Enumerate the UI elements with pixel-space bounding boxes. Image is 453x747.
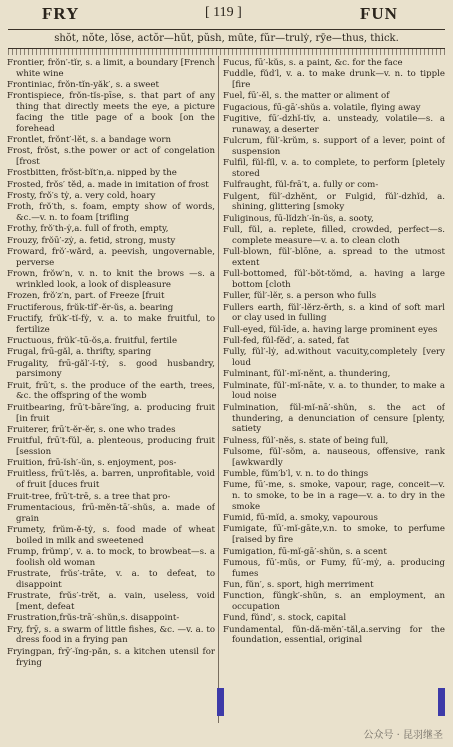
dictionary-entry: Fulfraught, fŭl-frā′t, a. fully or com- (223, 180, 379, 191)
highlight-marker-left (217, 688, 224, 716)
dictionary-entry: Fuel, fū′-ĕl, s. the matter or aliment of (223, 91, 390, 102)
dictionary-entry: Fugacious, fū-gā′-shŭs a. volatile, flying away (223, 102, 421, 113)
right-column (223, 58, 445, 725)
dictionary-entry: Fullers earth, fŭl′-lĕrz-ĕrth, s. a kind of soft marl or clay used in fulling (223, 302, 445, 324)
dictionary-entry: Frontispiece, frŏn-tĭs-pīse, s. that part of any thing that directly meets the eye, a picture facing the title page of a book [on the forehead (7, 91, 215, 134)
dictionary-entry: Frustrate, frŭs′-trĕt, a. vain, useless, void [ment, defeat (7, 591, 215, 613)
dictionary-entry: Froward, frŏ′-wărd, a. peevish, ungovernable, perverse (7, 247, 215, 268)
dictionary-entry: Fume, fū′-me, s. smoke, vapour, rage, conceit—v. n. to smoke, to be in a rage—v. a. to dry in the smoke (223, 480, 445, 512)
header-page-number: [ 119 ] (205, 5, 242, 20)
page-header (0, 0, 453, 30)
dictionary-entry: Fructiferous, frŭk-tĭf′-ĕr-ŭs, a. bearing (7, 302, 174, 313)
dictionary-entry: Frumety, frŭm-ĕ-tẏ, s. food made of wheat boiled in milk and sweetened (7, 524, 215, 546)
dictionary-entry: Fulgent, fŭl′-dzhĕnt, or Fulgid, fŭl′-dzhĭd, a. shining, glittering [smoky (223, 191, 445, 213)
dictionary-entry: Frontiniac, frŏn-tĭn-yăk′, s. a sweet (7, 80, 159, 91)
dictionary-entry: Fruiterer, frū′t-ĕr-ĕr, s. one who trades (7, 424, 176, 435)
dictionary-entry: Frump, frŭmp′, v. a. to mock, to browbeat—s. a foolish old woman (7, 547, 215, 568)
dictionary-entry: Froth, frŏ′th, s. foam, empty show of words, &c.—v. n. to foam [trifling (7, 202, 215, 224)
dictionary-entry: Fruitbearing, frū′t-bāre′ĭng, a. producing fruit [in fruit (7, 402, 215, 424)
dictionary-entry: Fumid, fū-mĭd, a. smoky, vapourous (223, 513, 378, 524)
dictionary-entry: Fulfil, fŭl-fĭl, v. a. to complete, to perform [pletely stored (223, 158, 445, 179)
dictionary-entry: Full-blown, fŭl′-blōne, a. spread to the utmost extent (223, 247, 445, 268)
highlight-marker-right (438, 688, 445, 716)
dictionary-entry: Fulness, fŭl′-nĕs, s. state of being full, (223, 435, 389, 446)
dictionary-entry: Fruition, frū-ĭsh′-ŭn, s. enjoyment, pos- (7, 458, 177, 469)
dictionary-entry: Fulminant, fŭl′-mĭ-nĕnt, a. thundering, (223, 369, 391, 380)
dictionary-entry: Full, fŭl, a. replete, filled, crowded, perfect—s. complete measure—v. a. to clean cloth (223, 224, 445, 246)
dictionary-entry: Fruit-tree, frū′t-trē, s. a tree that pro- (7, 491, 171, 502)
dictionary-entry: Fugitive, fū′-dzhĭ-tĭv, a. unsteady, volatile—s. a runaway, a deserter (223, 113, 445, 135)
dictionary-entry: Frost, frŏst, s.the power or act of congelation [frost (7, 146, 215, 168)
dictionary-entry: Frontlet, frŏnt′-lĕt, s. a bandage worn (7, 135, 172, 146)
dictionary-entry: Fumigation, fū-mĭ-gā′-shŭn, s. a scent (223, 546, 387, 557)
header-right-word: FUN (360, 4, 398, 23)
dictionary-entry: Fully, fŭl′-lẏ, ad.without vacuity,completely [very loud (223, 347, 445, 369)
decorative-rule (8, 49, 445, 55)
dictionary-entry: Fruit, frū′t, s. the produce of the earth, trees, &c. the offspring of the womb (7, 380, 215, 402)
dictionary-entry: Fundamental, fŭn-dă-mĕn′-tăl,a.serving for the foundation, essential, original (223, 624, 445, 646)
dictionary-entry: Frustration,frŭs-trā′-shŭn,s. disappoint- (7, 613, 180, 624)
dictionary-entry: Fumous, fū′-mŭs, or Fumy, fū′-mẏ, a. producing fumes (223, 557, 445, 579)
left-column (7, 58, 215, 725)
dictionary-entry: Fulcrum, fŭl′-krŭm, s. support of a lever, point of suspension (223, 136, 445, 157)
dictionary-entry: Fund, fŭnd′, s. stock, capital (223, 613, 347, 624)
dictionary-entry: Fucus, fū′-kŭs, s. a paint, &c. for the face (223, 58, 403, 68)
watermark: 公众号 · 昆羽继圣 (363, 730, 443, 741)
dictionary-entry: Fulminate, fŭl′-mĭ-nāte, v. a. to thunder, to make a loud noise (223, 380, 445, 402)
dictionary-entry: Fuddle, fŭd′l, v. a. to make drunk—v. n. to tipple [fire (223, 69, 445, 91)
column-divider (218, 56, 219, 723)
dictionary-entry: Frothy, frŏ′th-ẏ,a. full of froth, empty, (7, 224, 169, 235)
dictionary-entry: Fructuous, frŭk′-tū-ŏs,a. fruitful, fertile (7, 335, 178, 346)
dictionary-entry: Fuliginous, fū-lĭdzh′-ĭn-ŭs, a. sooty, (223, 213, 374, 224)
dictionary-entry: Full-fed, fŭl-fĕd′, a. sated, fat (223, 335, 350, 346)
dictionary-entry: Fumble, fŭm′b′l, v. n. to do things (223, 468, 369, 479)
dictionary-entry: Fuller, fŭl′-lĕr, s. a person who fulls (223, 291, 377, 302)
dictionary-entry: Fulmination, fŭl-mĭ-nā′-shŭn, s. the act of thundering, a denunciation of censure [plenty, satiety (223, 402, 445, 435)
pronunciation-key: shŏt, nŏte, lŏse, actŏr—hŭt, pŭsh, mūte, fŭr—trulẏ, rȳe—thus, thick. (8, 29, 445, 49)
dictionary-entry: Frozen, frŏ′z′n, part. of Freeze [fruit (7, 291, 165, 302)
dictionary-entry: Fry, frȳ, s. a swarm of little fishes, &c. —v. a. to dress food in a frying pan (7, 624, 215, 646)
dictionary-entry: Frown, frŏw′n, v. n. to knit the brows —s. a wrinkled look, a look of displeasure (7, 269, 215, 290)
dictionary-entry: Frosty, frŏ′s tẏ, a. very cold, hoary (7, 191, 156, 202)
dictionary-entry: Full-eyed, fŭl-īde, a. having large prominent eyes (223, 324, 438, 335)
dictionary-entry: Function, fŭngk′-shŭn, s. an employment, an occupation (223, 591, 445, 613)
header-left-word: FRY (42, 4, 80, 23)
dictionary-entry: Frontier, frŏn′-tĭr, s. a limit, a boundary [French white wine (7, 58, 215, 79)
dictionary-entry: Fumigate, fū′-mĭ-gāte,v.n. to smoke, to perfume [raised by fire (223, 524, 445, 546)
dictionary-entry: Frumentacious, frū-mĕn-tā′-shŭs, a. made of grain (7, 502, 215, 524)
dictionary-entry: Frustrate, frŭs′-trāte, v. a. to defeat, to disappoint (7, 569, 215, 590)
dictionary-entry: Frouzy, frŏū′-zẏ, a. fetid, strong, musty (7, 235, 176, 246)
dictionary-entry: Full-bottomed, fŭl′-bŏt-tŏmd, a. having a large bottom [cloth (223, 269, 445, 290)
dictionary-entry: Fruitless, frū′t-lĕs, a. barren, unprofitable, void of fruit [duces fruit (7, 469, 215, 491)
dictionary-entry: Fun, fŭn′, s. sport, high merriment (223, 579, 374, 590)
dictionary-entry: Fruitful, frū′t-fŭl, a. plenteous, producing fruit [session (7, 436, 215, 457)
dictionary-entry: Frugality, frū-găl′-ĭ-tẏ, s. good husbandry, parsimony (7, 358, 215, 380)
dictionary-entry: Frugal, frū-găl, a. thrifty, sparing (7, 347, 152, 358)
dictionary-entry: Fryingpan, frȳ′-ĭng-păn, s. a kitchen utensil for frying (7, 646, 215, 668)
dictionary-entry: Frosted, frŏs′ tĕd, a. made in imitation of frost (7, 179, 209, 190)
dictionary-entry: Fulsome, fŭl′-sŏm, a. nauseous, offensive, rank [awkwardly (223, 446, 445, 468)
dictionary-entry: Fructify, frŭk′-tĭ-fẏ, v. a. to make fruitful, to fertilize (7, 313, 215, 335)
dictionary-entry: Frostbitten, frŏst-bĭt′n,a. nipped by the (7, 168, 177, 179)
